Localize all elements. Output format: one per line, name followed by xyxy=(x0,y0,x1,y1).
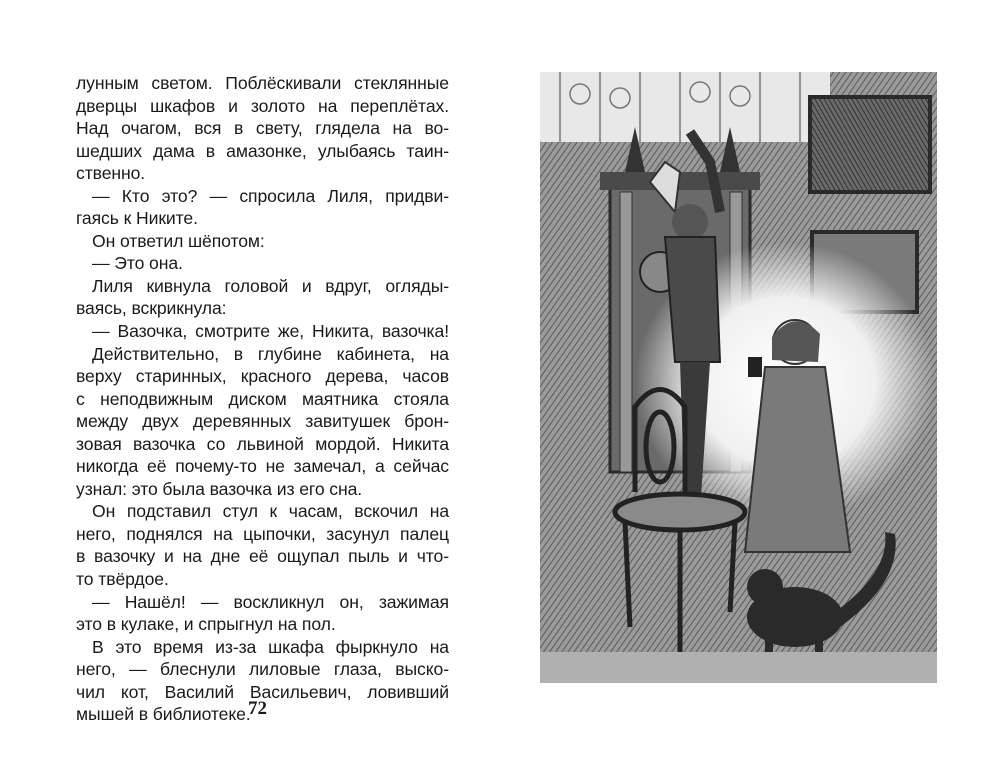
text-line: Он ответил шёпотом: xyxy=(92,230,265,251)
illustration xyxy=(540,72,937,683)
text-line: гаясь к Никите. xyxy=(76,208,198,229)
text-line: то твёрдое. xyxy=(76,569,169,590)
text-line: мышей в библиотеке. xyxy=(76,704,251,725)
text-line: — Нашёл! — воскликнул он, зажимая xyxy=(92,591,449,612)
text-line: — Это она. xyxy=(92,253,183,274)
text-line: никогда её почему-то не замечал, а сейчас xyxy=(76,456,449,477)
text-line: него, — блеснули лиловые глаза, выско- xyxy=(76,659,449,680)
text-line: в вазочку и на дне её ощупал пыль и что- xyxy=(76,546,449,567)
text-line: Действительно, в глубине кабинета, на xyxy=(92,343,449,364)
picture-frame-top xyxy=(810,97,930,192)
text-line: лунным светом. Поблёскивали стеклянные xyxy=(76,73,449,93)
text-line: зовая вазочка со львиной мордой. Никита xyxy=(76,433,449,454)
text-line: чил кот, Василий Васильевич, ловивший xyxy=(76,681,449,702)
floor xyxy=(540,652,937,683)
illustration-sketch xyxy=(540,72,937,683)
text-line: В это время из-за шкафа фыркнуло на xyxy=(92,636,449,657)
text-line: это в кулаке, и спрыгнул на пол. xyxy=(76,614,336,635)
text-line: Над очагом, вся в свету, глядела на во- xyxy=(76,118,449,139)
text-line: дверцы шкафов и золото на переплётах. xyxy=(76,95,449,116)
page-text xyxy=(76,72,449,726)
text-line: ваясь, вскрикнула: xyxy=(76,298,227,319)
text-line: него, поднялся на цыпочки, засунул палец xyxy=(76,523,449,544)
text-line: ственно. xyxy=(76,163,146,184)
text-line: с неподвижным диском маятника стояла xyxy=(76,388,449,409)
text-line: шедших дама в амазонке, улыбаясь таин- xyxy=(76,140,449,161)
lantern xyxy=(748,357,762,377)
text-line: узнал: это была вазочка из его сна. xyxy=(76,478,363,499)
text-line: Лиля кивнула головой и вдруг, огляды- xyxy=(92,275,449,296)
text-line: — Вазочка, смотрите же, Никита, вазочка! xyxy=(92,321,449,342)
text-line: между двух деревянных завитушек брон- xyxy=(76,411,449,432)
text-line: — Кто это? — спросила Лиля, придви- xyxy=(92,185,449,206)
text-line: верху старинных, красного дерева, часов xyxy=(76,366,449,387)
text-line: Он подставил стул к часам, вскочил на xyxy=(92,501,449,522)
wallpaper xyxy=(540,72,830,142)
page-number: 72 xyxy=(248,698,267,719)
